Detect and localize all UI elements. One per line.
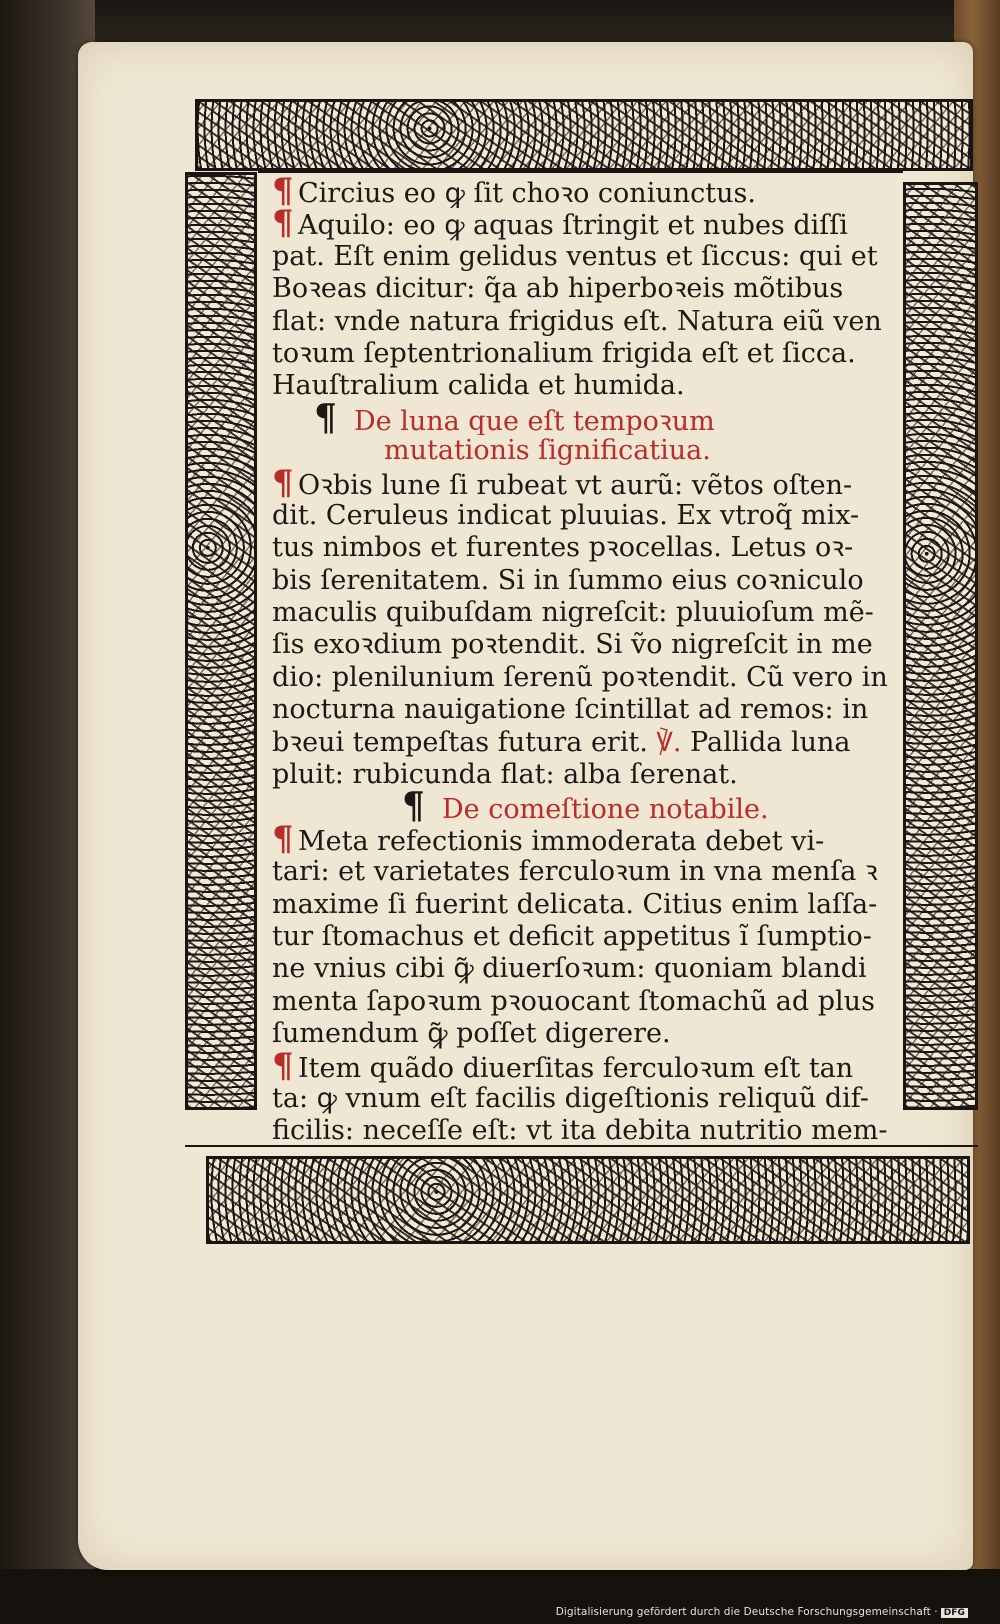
woodcut-border-left <box>185 172 257 1110</box>
text-line: tari: et varietates ferculoꝛum in vna menſa ꝛ <box>272 856 878 888</box>
woodcut-border-bottom <box>206 1156 970 1244</box>
text-line: ¶ Circius eo ꝙ ſit choꝛo coniunctus. <box>272 176 756 209</box>
text-line: tus nimbos et furentes pꝛocellas. Letus oꝛ- <box>272 532 854 564</box>
text-line: ne vnius cibi ꝙ̃ diuerſoꝛum: quoniam blandi <box>272 953 867 985</box>
text-line: ¶ Meta refectionis immoderata debet vi- <box>272 823 825 857</box>
text-line: bꝛeui tempeſtas futura erit. ℣. Pallida luna <box>272 726 851 758</box>
text-line: bis ſerenitatem. Si in ſummo eius coꝛniculo <box>272 564 864 596</box>
pilcrow-icon: ¶ <box>272 208 294 241</box>
text-line: maxime ſi fuerint delicata. Citius enim laſſa- <box>272 888 878 920</box>
frame-rule-top <box>258 171 903 173</box>
versicle-mark: ℣. <box>656 726 682 758</box>
text-line: ¶ Aquilo: eo ꝙ aquas ſtringit et nubes diſſi <box>272 208 848 241</box>
text-line: toꝛum ſeptentrionalium frigida eſt et ſicca. <box>272 337 856 369</box>
woodcut-border-top <box>195 99 973 171</box>
text-line: tur ſtomachus et deficit appetitus ĩ ſumptio- <box>272 920 872 952</box>
text-line: pat. Eſt enim gelidus ventus et ſiccus: qui et <box>272 240 878 272</box>
text-line: ta: ꝙ vnum eſt facilis digeſtionis reliquũ dif- <box>272 1082 869 1114</box>
text-block <box>272 176 902 1148</box>
section-heading: ¶ De comeſtione notabile. <box>402 791 769 824</box>
text-line: ſumendum ꝙ̃ poſſet digerere. <box>272 1018 671 1050</box>
text-line: dit. Ceruleus indicat pluuias. Ex vtroq̃ mix- <box>272 499 860 531</box>
pilcrow-icon: ¶ <box>272 1050 294 1083</box>
text-line: dio: plenilunium ſerenũ poꝛtendit. Cũ vero in <box>272 661 888 693</box>
text-line: ficilis: neceſſe eſt: vt ita debita nutritio mem- <box>272 1115 888 1147</box>
text-line: menta ſapoꝛum pꝛouocant ſtomachũ ad plus <box>272 985 875 1017</box>
pilcrow-icon: ¶ <box>402 791 425 824</box>
text-line: pluit: rubicunda flat: alba ſerenat. <box>272 759 738 791</box>
pilcrow-icon: ¶ <box>314 402 337 436</box>
woodcut-border-right <box>903 182 978 1110</box>
text-line: ¶ Item quãdo diuerſitas ferculoꝛum eſt tan <box>272 1050 854 1083</box>
text-line: maculis quibuſdam nigreſcit: pluuioſum mẽ- <box>272 597 874 629</box>
pilcrow-icon: ¶ <box>272 176 294 209</box>
text-line: flat: vnde natura frigidus eſt. Natura eiũ ven <box>272 305 882 337</box>
digitization-credit: Digitalisierung gefördert durch die Deutsche Forschungsgemeinschaft · DFG <box>556 1606 968 1618</box>
text-line: Boꝛeas dicitur: q̃a ab hiperboꝛeis mõtibus <box>272 273 844 305</box>
pilcrow-icon: ¶ <box>272 823 294 857</box>
section-heading: ¶ De luna que eſt tempoꝛum <box>314 402 715 436</box>
section-heading-cont: mutationis ſignificatiua. <box>384 435 711 467</box>
pilcrow-icon: ¶ <box>272 467 294 500</box>
text-line: nocturna nauigatione ſcintillat ad remos: in <box>272 694 869 726</box>
text-line: ſis exoꝛdium poꝛtendit. Si ṽo nigreſcit in me <box>272 629 873 661</box>
dfg-logo: DFG <box>941 1608 968 1618</box>
text-line: Hauſtralium calida et humida. <box>272 370 685 402</box>
text-line: ¶ Oꝛbis lune ſi rubeat vt aurũ: vẽtos oſten- <box>272 467 853 500</box>
